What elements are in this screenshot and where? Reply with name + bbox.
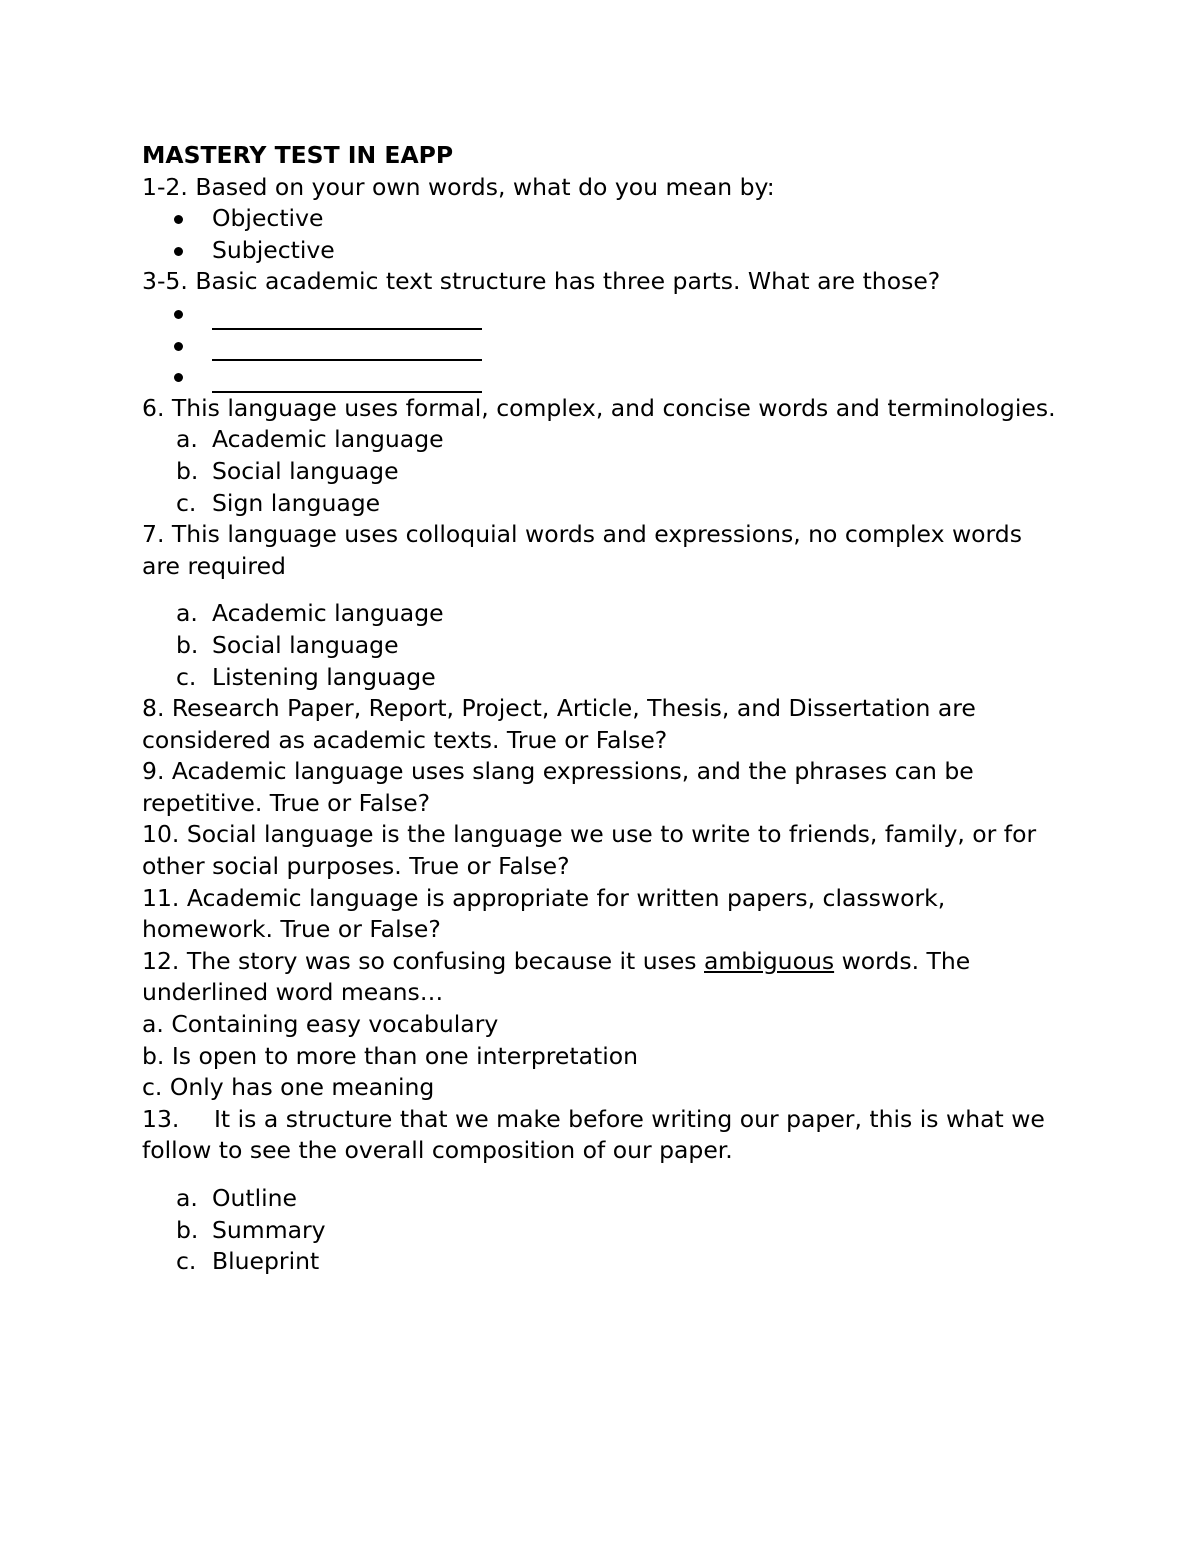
question-13-number: 13. bbox=[142, 1104, 180, 1133]
answer-blank-line[interactable] bbox=[212, 369, 482, 393]
question-8-line1: 8. Research Paper, Report, Project, Article, Thesis, and Dissertation are bbox=[142, 694, 976, 723]
option-item bbox=[142, 1246, 1082, 1278]
spacer bbox=[142, 582, 1082, 598]
question-12-option-c: c. Only has one meaning bbox=[142, 1073, 435, 1102]
option-item bbox=[142, 598, 1082, 630]
question-1-2-list bbox=[142, 203, 1082, 266]
option-label: Academic language bbox=[212, 599, 444, 628]
list-item bbox=[142, 235, 1082, 267]
question-12-text: words. The bbox=[834, 946, 971, 975]
option-item bbox=[142, 456, 1082, 488]
option-marker: c. bbox=[176, 662, 197, 691]
option-marker: c. bbox=[176, 1247, 197, 1276]
option-label: Sign language bbox=[212, 488, 381, 517]
option-label: Social language bbox=[212, 630, 399, 659]
question-13-line2: follow to see the overall composition of our paper. bbox=[142, 1136, 733, 1165]
option-label: Outline bbox=[212, 1184, 298, 1212]
spacer bbox=[142, 1167, 1082, 1183]
document-page bbox=[142, 140, 1082, 1278]
document-title: MASTERY TEST IN EAPP bbox=[142, 141, 454, 169]
question-6-options bbox=[142, 424, 1082, 519]
answer-blank-item bbox=[142, 361, 1082, 393]
option-marker: a. bbox=[176, 425, 198, 454]
option-item bbox=[142, 662, 1082, 694]
question-11-line2: homework. True or False? bbox=[142, 915, 441, 944]
option-marker: a. bbox=[176, 1184, 198, 1212]
question-1-2-prompt: 1-2. Based on your own words, what do you mean by: bbox=[142, 172, 775, 201]
question-3-5-prompt: 3-5. Basic academic text structure has three parts. What are those? bbox=[142, 267, 941, 296]
option-item bbox=[142, 630, 1082, 662]
list-item-label: Objective bbox=[212, 204, 324, 233]
option-marker: b. bbox=[176, 1215, 199, 1244]
answer-blank-item bbox=[142, 330, 1082, 362]
option-marker: b. bbox=[176, 456, 199, 485]
question-10-line2: other social purposes. True or False? bbox=[142, 852, 570, 881]
option-item bbox=[142, 488, 1082, 520]
option-label: Blueprint bbox=[212, 1247, 320, 1276]
answer-blank-item bbox=[142, 298, 1082, 330]
option-item bbox=[142, 1215, 1082, 1247]
bullet-icon bbox=[174, 215, 183, 224]
option-marker: c. bbox=[176, 488, 197, 517]
option-label: Academic language bbox=[212, 425, 444, 454]
question-11-line1: 11. Academic language is appropriate for written papers, classwork, bbox=[142, 883, 946, 912]
question-7-options bbox=[142, 598, 1082, 693]
option-label: Listening language bbox=[212, 662, 436, 691]
question-12-line1 bbox=[142, 946, 1082, 978]
option-label: Summary bbox=[212, 1215, 326, 1244]
question-8-line2: considered as academic texts. True or False? bbox=[142, 725, 668, 754]
list-item-label: Subjective bbox=[212, 235, 335, 264]
bullet-icon bbox=[174, 310, 183, 319]
bullet-icon bbox=[174, 342, 183, 351]
option-item bbox=[142, 1183, 1082, 1215]
question-12-line2: underlined word means… bbox=[142, 978, 444, 1007]
question-6-prompt: 6. This language uses formal, complex, and concise words and terminologies. bbox=[142, 393, 1056, 422]
question-9-line2: repetitive. True or False? bbox=[142, 788, 431, 817]
question-3-5-blanks bbox=[142, 298, 1082, 393]
question-12-text: 12. The story was so confusing because it uses bbox=[142, 946, 705, 975]
underlined-word: ambiguous bbox=[704, 946, 835, 975]
question-12-option-b: b. Is open to more than one interpretation bbox=[142, 1041, 639, 1070]
list-item bbox=[142, 203, 1082, 235]
bullet-icon bbox=[174, 247, 183, 256]
question-10-line1: 10. Social language is the language we use to write to friends, family, or for bbox=[142, 820, 1037, 849]
question-9-line1: 9. Academic language uses slang expressions, and the phrases can be bbox=[142, 757, 974, 786]
option-marker: b. bbox=[176, 630, 199, 659]
question-7-prompt-line1: 7. This language uses colloquial words and expressions, no complex words bbox=[142, 520, 1022, 549]
answer-blank-line[interactable] bbox=[212, 306, 482, 330]
question-13-options bbox=[142, 1183, 1082, 1278]
option-label: Social language bbox=[212, 456, 399, 485]
answer-blank-line[interactable] bbox=[212, 337, 482, 361]
option-marker: a. bbox=[176, 599, 198, 628]
option-item bbox=[142, 424, 1082, 456]
question-13-text: It is a structure that we make before writing our paper, this is what we bbox=[214, 1104, 1045, 1133]
question-13-line1 bbox=[142, 1104, 1082, 1136]
bullet-icon bbox=[174, 373, 183, 382]
question-12-option-a: a. Containing easy vocabulary bbox=[142, 1010, 499, 1039]
question-7-prompt-line2: are required bbox=[142, 551, 286, 580]
